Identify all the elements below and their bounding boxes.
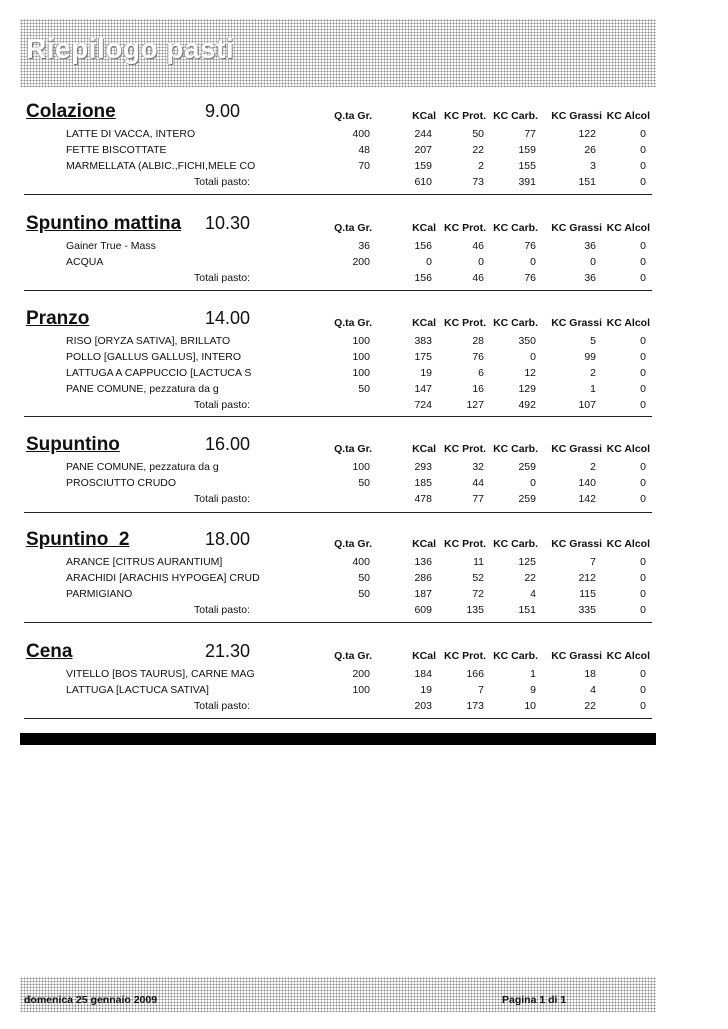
food-prot: 28: [472, 335, 484, 347]
col-qta-header: Q.ta Gr.: [334, 650, 372, 662]
food-name: FETTE BISCOTTATE: [66, 144, 167, 156]
food-grassi: 4: [590, 684, 596, 696]
food-carb: 77: [524, 128, 536, 140]
total-kcal: 724: [414, 399, 432, 411]
food-name: PROSCIUTTO CRUDO: [66, 477, 177, 489]
col-qta-header: Q.ta Gr.: [334, 222, 372, 234]
food-kcal: 19: [420, 367, 432, 379]
totals-row: [20, 398, 660, 414]
food-name: Gainer True - Mass: [66, 240, 156, 252]
totals-row: [20, 699, 660, 715]
total-prot: 73: [472, 176, 484, 188]
totals-row: [20, 492, 660, 508]
meal-name: Spuntino mattina: [26, 213, 182, 234]
col-alcol-header: KC Alcol: [606, 650, 650, 662]
food-qta: 100: [352, 351, 370, 363]
meal-header: [20, 213, 660, 239]
totals-row: [20, 603, 660, 619]
food-qta: 200: [352, 668, 370, 680]
food-alcol: 0: [640, 240, 646, 252]
food-carb: 125: [518, 556, 536, 568]
food-carb: 1: [530, 668, 536, 680]
section-divider: [24, 512, 652, 513]
section-divider: [24, 622, 652, 623]
col-qta-header: Q.ta Gr.: [334, 538, 372, 550]
food-kcal: 244: [414, 128, 432, 140]
food-alcol: 0: [640, 572, 646, 584]
table-row: [20, 255, 660, 271]
table-row: [20, 159, 660, 175]
table-row: [20, 382, 660, 398]
meal-header: [20, 529, 660, 555]
food-prot: 76: [472, 351, 484, 363]
total-alcol: 0: [640, 399, 646, 411]
food-prot: 0: [478, 256, 484, 268]
food-kcal: 286: [414, 572, 432, 584]
footer-date: domenica 25 gennaio 2009: [24, 994, 158, 1006]
col-alcol-header: KC Alcol: [606, 443, 650, 455]
meal-section: [20, 101, 660, 191]
food-name: PARMIGIANO: [66, 588, 133, 600]
meal-time: 16.00: [205, 434, 251, 454]
food-carb: 155: [518, 160, 536, 172]
food-carb: 22: [524, 572, 536, 584]
table-row: [20, 587, 660, 603]
total-kcal: 203: [414, 700, 432, 712]
food-carb: 0: [530, 256, 536, 268]
food-grassi: 2: [590, 367, 596, 379]
table-row: [20, 476, 660, 492]
food-prot: 22: [472, 144, 484, 156]
food-name: ACQUA: [66, 256, 104, 268]
table-row: [20, 127, 660, 143]
col-qta-header: Q.ta Gr.: [334, 110, 372, 122]
total-grassi: 151: [578, 176, 596, 188]
food-carb: 259: [518, 461, 536, 473]
food-qta: 100: [352, 684, 370, 696]
food-kcal: 187: [414, 588, 432, 600]
total-kcal: 610: [414, 176, 432, 188]
col-alcol-header: KC Alcol: [606, 222, 650, 234]
total-kcal: 156: [414, 272, 432, 284]
food-name: ARACHIDI [ARACHIS HYPOGEA] CRUD: [66, 572, 260, 584]
total-alcol: 0: [640, 604, 646, 616]
food-grassi: 7: [590, 556, 596, 568]
food-name: ARANCE [CITRUS AURANTIUM]: [66, 556, 223, 568]
col-alcol-header: KC Alcol: [606, 110, 650, 122]
food-grassi: 2: [590, 461, 596, 473]
table-row: [20, 350, 660, 366]
food-kcal: 184: [414, 668, 432, 680]
food-alcol: 0: [640, 461, 646, 473]
food-qta: 100: [352, 367, 370, 379]
food-kcal: 0: [426, 256, 432, 268]
food-grassi: 122: [578, 128, 596, 140]
col-qta-header: Q.ta Gr.: [334, 317, 372, 329]
section-divider: [24, 718, 652, 719]
food-carb: 159: [518, 144, 536, 156]
table-row: [20, 334, 660, 350]
food-carb: 129: [518, 383, 536, 395]
total-grassi: 36: [584, 272, 596, 284]
col-grassi-header: KC Grassi: [551, 538, 602, 550]
food-carb: 76: [524, 240, 536, 252]
food-kcal: 207: [414, 144, 432, 156]
food-prot: 2: [478, 160, 484, 172]
meal-section: [20, 213, 660, 287]
page-number: Pagina 1 di 1: [502, 994, 567, 1006]
header-band: [20, 19, 656, 87]
col-qta-header: Q.ta Gr.: [334, 443, 372, 455]
food-prot: 52: [472, 572, 484, 584]
col-carb-header: KC Carb.: [493, 317, 538, 329]
col-alcol-header: KC Alcol: [606, 538, 650, 550]
table-row: [20, 143, 660, 159]
food-grassi: 212: [578, 572, 596, 584]
food-carb: 0: [530, 351, 536, 363]
food-prot: 7: [478, 684, 484, 696]
col-grassi-header: KC Grassi: [551, 317, 602, 329]
food-grassi: 99: [584, 351, 596, 363]
food-alcol: 0: [640, 477, 646, 489]
food-name: VITELLO [BOS TAURUS], CARNE MAG: [66, 668, 255, 680]
col-kcal-header: KCal: [412, 650, 436, 662]
total-carb: 10: [524, 700, 536, 712]
col-prot-header: KC Prot.: [444, 650, 486, 662]
table-row: [20, 366, 660, 382]
food-grassi: 3: [590, 160, 596, 172]
totals-label: Totali pasto:: [194, 604, 251, 616]
total-prot: 46: [472, 272, 484, 284]
col-kcal-header: KCal: [412, 222, 436, 234]
meal-time: 10.30: [205, 213, 251, 233]
food-grassi: 26: [584, 144, 596, 156]
food-grassi: 18: [584, 668, 596, 680]
food-alcol: 0: [640, 144, 646, 156]
total-grassi: 142: [578, 493, 596, 505]
food-name: MARMELLATA (ALBIC.,FICHI,MELE CO: [66, 160, 256, 172]
food-prot: 11: [473, 556, 484, 568]
total-alcol: 0: [640, 272, 646, 284]
food-qta: 200: [352, 256, 370, 268]
food-carb: 0: [530, 477, 536, 489]
col-grassi-header: KC Grassi: [551, 222, 602, 234]
food-qta: 50: [358, 588, 370, 600]
food-prot: 50: [472, 128, 484, 140]
meal-name: Supuntino: [26, 434, 120, 455]
food-kcal: 159: [414, 160, 432, 172]
food-qta: 50: [358, 383, 370, 395]
meal-name: Cena: [26, 641, 73, 662]
col-prot-header: KC Prot.: [444, 317, 486, 329]
food-prot: 72: [472, 588, 484, 600]
food-alcol: 0: [640, 367, 646, 379]
total-carb: 391: [518, 176, 536, 188]
food-alcol: 0: [640, 684, 646, 696]
col-carb-header: KC Carb.: [493, 110, 538, 122]
food-qta: 100: [352, 461, 370, 473]
food-alcol: 0: [640, 668, 646, 680]
food-kcal: 156: [414, 240, 432, 252]
footer-band: [20, 977, 656, 1012]
food-qta: 70: [358, 160, 370, 172]
totals-row: [20, 271, 660, 287]
food-qta: 50: [358, 477, 370, 489]
meal-time: 18.00: [205, 529, 251, 549]
col-prot-header: KC Prot.: [444, 110, 486, 122]
food-prot: 6: [478, 367, 484, 379]
food-kcal: 383: [414, 335, 432, 347]
col-kcal-header: KCal: [412, 443, 436, 455]
food-carb: 9: [530, 684, 536, 696]
meal-header: [20, 641, 660, 667]
food-prot: 166: [466, 668, 484, 680]
col-alcol-header: KC Alcol: [606, 317, 650, 329]
meal-section: [20, 641, 660, 715]
table-row: [20, 667, 660, 683]
food-prot: 46: [472, 240, 484, 252]
meal-time: 14.00: [205, 308, 251, 328]
food-prot: 44: [472, 477, 484, 489]
food-carb: 350: [518, 335, 536, 347]
food-qta: 400: [352, 556, 370, 568]
meal-name: Spuntino 2: [26, 529, 130, 550]
col-grassi-header: KC Grassi: [551, 650, 602, 662]
food-grassi: 5: [590, 335, 596, 347]
total-prot: 77: [472, 493, 484, 505]
col-kcal-header: KCal: [412, 538, 436, 550]
meal-header: [20, 308, 660, 334]
table-row: [20, 239, 660, 255]
totals-row: [20, 175, 660, 191]
section-divider: [24, 194, 652, 195]
food-grassi: 0: [590, 256, 596, 268]
total-prot: 127: [466, 399, 484, 411]
total-kcal: 609: [414, 604, 432, 616]
section-divider: [24, 290, 652, 291]
total-carb: 151: [518, 604, 536, 616]
col-prot-header: KC Prot.: [444, 443, 486, 455]
food-alcol: 0: [640, 351, 646, 363]
col-kcal-header: KCal: [412, 110, 436, 122]
summary-bar: [20, 733, 656, 745]
food-kcal: 185: [414, 477, 432, 489]
food-grassi: 1: [590, 383, 596, 395]
totals-label: Totali pasto:: [194, 176, 251, 188]
meal-header: [20, 434, 660, 460]
totals-label: Totali pasto:: [194, 700, 251, 712]
food-prot: 16: [472, 383, 484, 395]
col-prot-header: KC Prot.: [444, 538, 486, 550]
food-alcol: 0: [640, 556, 646, 568]
food-name: LATTUGA [LACTUCA SATIVA]: [66, 684, 209, 696]
meal-time: 9.00: [205, 101, 241, 121]
food-kcal: 293: [414, 461, 432, 473]
col-grassi-header: KC Grassi: [551, 110, 602, 122]
food-qta: 400: [352, 128, 370, 140]
col-carb-header: KC Carb.: [493, 443, 538, 455]
col-kcal-header: KCal: [412, 317, 436, 329]
meal-section: [20, 529, 660, 619]
food-kcal: 136: [414, 556, 432, 568]
table-row: [20, 683, 660, 699]
col-grassi-header: KC Grassi: [551, 443, 602, 455]
totals-label: Totali pasto:: [194, 272, 251, 284]
total-alcol: 0: [640, 176, 646, 188]
total-grassi: 107: [578, 399, 596, 411]
food-alcol: 0: [640, 383, 646, 395]
food-qta: 36: [358, 240, 370, 252]
table-row: [20, 555, 660, 571]
table-row: [20, 460, 660, 476]
meal-section: [20, 434, 660, 508]
section-divider: [24, 416, 652, 417]
col-carb-header: KC Carb.: [493, 222, 538, 234]
food-qta: 50: [358, 572, 370, 584]
table-row: [20, 571, 660, 587]
totals-label: Totali pasto:: [194, 493, 251, 505]
food-alcol: 0: [640, 256, 646, 268]
food-grassi: 36: [584, 240, 596, 252]
total-kcal: 478: [414, 493, 432, 505]
page-title: Riepilogo pasti: [26, 33, 235, 64]
food-alcol: 0: [640, 160, 646, 172]
total-carb: 259: [518, 493, 536, 505]
food-name: POLLO [GALLUS GALLUS], INTERO: [66, 351, 242, 363]
total-alcol: 0: [640, 700, 646, 712]
meal-section: [20, 308, 660, 414]
meal-name: Colazione: [26, 101, 116, 122]
total-alcol: 0: [640, 493, 646, 505]
total-grassi: 335: [578, 604, 596, 616]
food-name: LATTE DI VACCA, INTERO: [66, 128, 196, 140]
food-name: PANE COMUNE, pezzatura da g: [66, 383, 219, 395]
col-carb-header: KC Carb.: [493, 650, 538, 662]
food-kcal: 175: [414, 351, 432, 363]
total-grassi: 22: [584, 700, 596, 712]
food-carb: 12: [524, 367, 536, 379]
food-alcol: 0: [640, 335, 646, 347]
food-qta: 100: [352, 335, 370, 347]
total-carb: 76: [524, 272, 536, 284]
meal-time: 21.30: [205, 641, 251, 661]
total-carb: 492: [518, 399, 536, 411]
food-name: PANE COMUNE, pezzatura da g: [66, 461, 219, 473]
food-kcal: 147: [414, 383, 432, 395]
col-prot-header: KC Prot.: [444, 222, 486, 234]
meal-name: Pranzo: [26, 308, 90, 329]
total-prot: 173: [466, 700, 484, 712]
meal-header: [20, 101, 660, 127]
food-prot: 32: [472, 461, 484, 473]
totals-label: Totali pasto:: [194, 399, 251, 411]
food-kcal: 19: [420, 684, 432, 696]
food-name: LATTUGA A CAPPUCCIO [LACTUCA S: [66, 367, 252, 379]
food-alcol: 0: [640, 128, 646, 140]
food-grassi: 115: [579, 588, 596, 600]
food-carb: 4: [530, 588, 536, 600]
food-grassi: 140: [578, 477, 596, 489]
col-carb-header: KC Carb.: [493, 538, 538, 550]
food-qta: 48: [358, 144, 370, 156]
food-alcol: 0: [640, 588, 646, 600]
food-name: RISO [ORYZA SATIVA], BRILLATO: [66, 335, 231, 347]
total-prot: 135: [466, 604, 484, 616]
